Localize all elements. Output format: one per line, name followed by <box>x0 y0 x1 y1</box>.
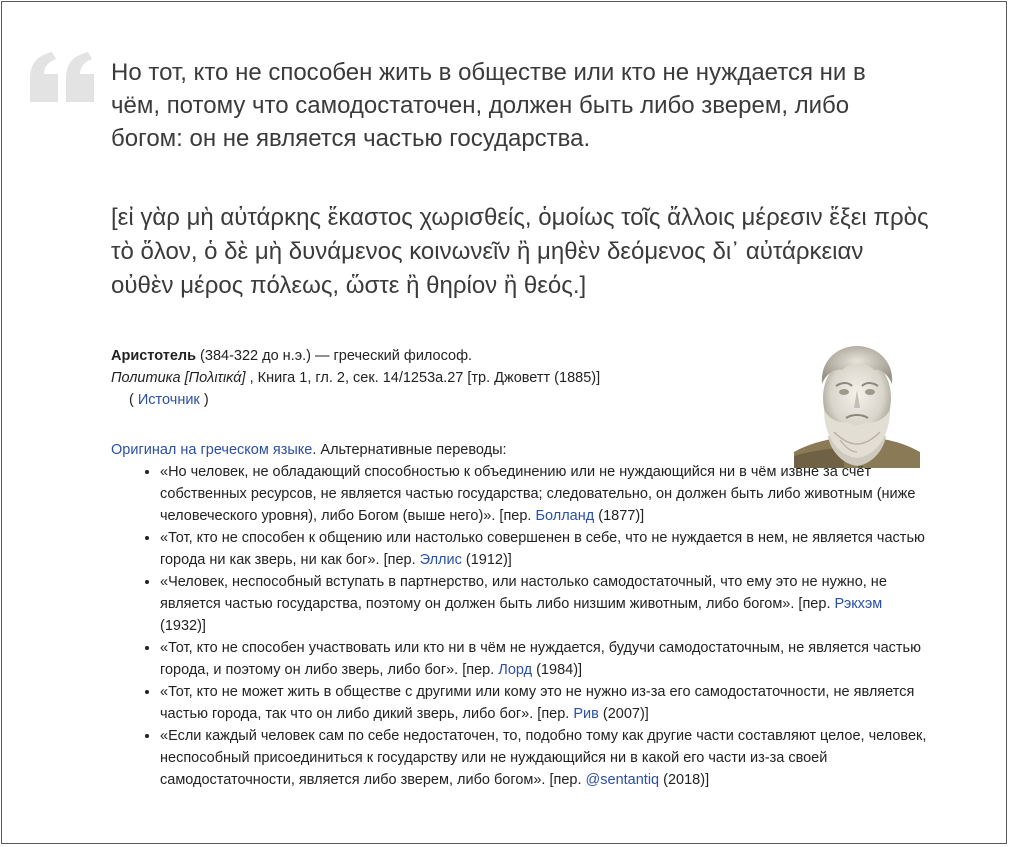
quote-greek: [εἰ γὰρ μὴ αὐτάρκης ἕκαστος χωρισθείς, ὁμοίως τοῖς ἄλλοις μέρεσιν ἕξει πρὸς τὸ ὅλον, ὁ δὲ μὴ δυνάμενος κοινωνεῖν ἢ μηθὲν δεόμενος δι᾽ αὐτάρκειαν οὐθὲν μέρος πόλεως, ὥστε ἢ θηρίον ἢ θεός.] <box>111 204 929 299</box>
citation-text: , Книга 1, гл. 2, сек. 14/1253a.27 [тр. Джоветт (1885)] <box>249 370 601 386</box>
translation-item <box>160 527 931 571</box>
translator-link[interactable]: Рив <box>573 706 599 722</box>
translation-item <box>160 725 931 791</box>
translation-text: «Если каждый человек сам по себе недостаточен, то, подобно тому как другие части составляют целое, человек, неспособный присоединиться к государству или не нуждающийся ни в какой его части из-за своей самодостаточности, является либо зверем, либо богом». [пер. <box>160 728 927 788</box>
source-close-paren: ) <box>203 392 209 408</box>
translator-link[interactable]: Болланд <box>535 508 595 524</box>
translation-text: «Тот, кто не способен к общению или настолько совершенен в себе, что не нуждается в нем, не является частью города ни как зверь, ни как бог». [пер. <box>160 530 925 568</box>
translation-year: (1912)] <box>461 552 512 568</box>
alternatives-intro-line <box>111 439 931 461</box>
quote-mark-icon <box>28 50 98 104</box>
translations-list <box>111 461 931 791</box>
work-title: Политика [Πολιτικά] <box>111 370 246 386</box>
source-link[interactable]: Источник <box>137 392 200 408</box>
alternatives-intro: . Альтернативные переводы: <box>312 442 507 458</box>
page-frame <box>1 1 1007 844</box>
translation-item <box>160 461 931 527</box>
translation-text: «Человек, неспособный вступать в партнерство, или настолько самодостаточный, что ему это не нужно, не является частью государства, поэтому он должен быть либо низшим животным, либо богом». [пер. <box>160 574 887 612</box>
translator-link[interactable]: Эллис <box>419 552 462 568</box>
author-info: (384-322 до н.э.) — греческий философ. <box>200 348 473 364</box>
translator-link[interactable]: Рэкхэм <box>834 596 883 612</box>
translation-item <box>160 681 931 725</box>
alternatives-block <box>111 439 931 791</box>
translation-text: «Тот, кто не может жить в обществе с другими или кому это не нужно из-за его самодостаточности, не является частью города, так что он либо дикий зверь, либо бог». [пер. <box>160 684 915 722</box>
translator-link[interactable]: @sentantiq <box>585 772 660 788</box>
citation-line <box>111 367 791 389</box>
quote-russian: Но тот, кто не способен жить в обществе или кто не нуждается ни в чём, потому что самодостаточен, должен быть либо зверем, либо богом: он не является частью государства. <box>111 59 866 152</box>
author-line <box>111 345 791 367</box>
source-open-paren: ( <box>129 392 134 408</box>
translation-item <box>160 571 931 637</box>
original-greek-link[interactable]: Оригинал на греческом языке <box>111 442 313 458</box>
translation-year: (1877)] <box>594 508 645 524</box>
author-name: Аристотель <box>111 348 197 364</box>
translation-year: (1932)] <box>160 618 206 634</box>
translator-link[interactable]: Лорд <box>498 662 533 678</box>
attribution-block <box>111 345 791 411</box>
translation-year: (2007)] <box>598 706 649 722</box>
translation-year: (1984)] <box>532 662 583 678</box>
translation-text: «Тот, кто не способен участвовать или кто ни в чём не нуждается, будучи самодостаточным, не является частью города, и поэтому он либо зверь, либо бог». [пер. <box>160 640 921 678</box>
translation-year: (2018)] <box>659 772 710 788</box>
translation-item <box>160 637 931 681</box>
source-line <box>111 389 791 411</box>
translation-text: «Но человек, не обладающий способностью к объединению или не нуждающийся ни в чём извне за счёт собственных ресурсов, не является частью государства; следовательно, он должен быть либо животным (ниже человеческого уровня), либо Богом (выше него)». [пер. <box>160 464 916 524</box>
